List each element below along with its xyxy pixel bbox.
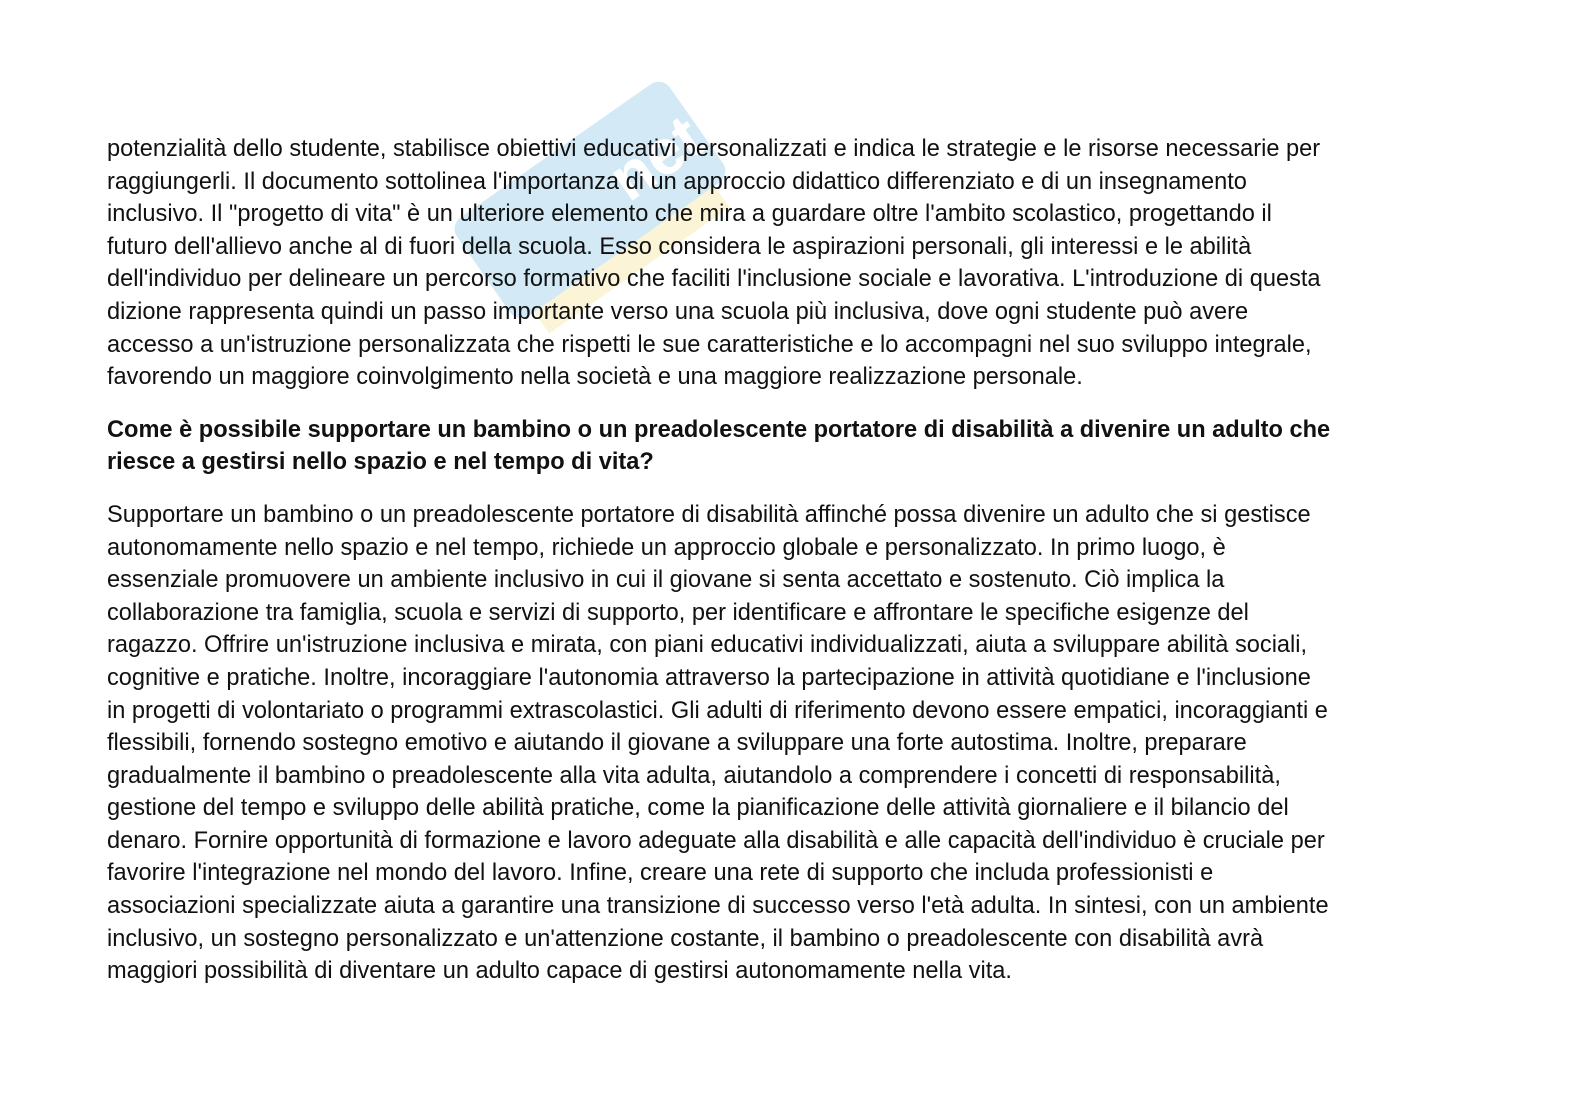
text-line: in progetti di volontariato o programmi extrascolastici. Gli adulti di riferimento devono essere empatici, incoraggianti e: [107, 697, 1328, 724]
text-line: associazioni specializzate aiuta a garantire una transizione di successo verso l'età adulta. In sintesi, con un ambiente: [107, 893, 1329, 920]
text-line: denaro. Fornire opportunità di formazione e lavoro adeguate alla disabilità e alle capacità dell'individuo è cruciale per: [107, 827, 1325, 854]
text-line: flessibili, fornendo sostegno emotivo e aiutando il giovane a sviluppare una forte autostima. Inoltre, preparare: [107, 730, 1247, 757]
text-line: inclusivo, un sostegno personalizzato e un'attenzione costante, il bambino o preadolescente con disabilità avrà: [107, 925, 1264, 952]
watermark-text: net: [595, 100, 716, 215]
text-line: cognitive e pratiche. Inoltre, incoraggiare l'autonomia attraverso la partecipazione in attività quotidiane e l'inclusione: [107, 664, 1311, 691]
text-line: inclusivo. Il "progetto di vita" è un ulteriore elemento che mira a guardare oltre l'ambito scolastico, progettando il: [107, 201, 1272, 228]
text-line: maggiori possibilità di diventare un adulto capace di gestirsi autonomamente nella vita.: [107, 958, 1012, 985]
question-line: riesce a gestirsi nello spazio e nel tempo di vita?: [107, 449, 654, 476]
text-line: autonomamente nello spazio e nel tempo, richiede un approccio globale e personalizzato. In primo luogo, è: [107, 534, 1226, 561]
text-line: essenziale promuovere un ambiente inclusivo in cui il giovane si senta accettato e sostenuto. Ciò implica la: [107, 567, 1225, 594]
text-line: dell'individuo per delineare un percorso formativo che faciliti l'inclusione sociale e lavorativa. L'introduzione di questa: [107, 266, 1321, 293]
text-line: raggiungerli. Il documento sottolinea l'importanza di un approccio didattico differenziato e di un insegnamento: [107, 168, 1247, 195]
intro-paragraph: [107, 133, 1477, 394]
text-line: favorendo un maggiore coinvolgimento nella società e una maggiore realizzazione personale.: [107, 364, 1083, 391]
document-body: [107, 133, 1477, 988]
text-line: potenzialità dello studente, stabilisce obiettivi educativi personalizzati e indica le strategie e le risorse necessarie per: [107, 136, 1321, 162]
text-line: gestione del tempo e sviluppo delle abilità pratiche, come la pianificazione delle attività giornaliere e il bilancio del: [107, 795, 1289, 822]
text-line: gradualmente il bambino o preadolescente alla vita adulta, aiutandolo a comprendere i concetti di responsabilità,: [107, 762, 1281, 789]
text-line: favorire l'integrazione nel mondo del lavoro. Infine, creare una rete di supporto che includa professionisti e: [107, 860, 1214, 887]
question-line: Come è possibile supportare un bambino o un preadolescente portatore di disabilità a divenire un adulto che: [107, 416, 1331, 443]
text-line: collaborazione tra famiglia, scuola e servizi di supporto, per identificare e affrontare le specifiche esigenze del: [107, 599, 1249, 626]
text-line: accesso a un'istruzione personalizzata che rispetti le sue caratteristiche e lo accompagni nel suo sviluppo integrale,: [107, 331, 1312, 358]
text-line: futuro dell'allievo anche al di fuori della scuola. Esso considera le aspirazioni personali, gli interessi e le abilità: [107, 233, 1252, 260]
question-heading: [107, 414, 1477, 479]
answer-paragraph: [107, 499, 1477, 988]
text-line: ragazzo. Offrire un'istruzione inclusiva e mirata, con piani educativi individualizzati, aiuta a sviluppare abilità sociali,: [107, 632, 1308, 659]
text-line: dizione rappresenta quindi un passo importante verso una scuola più inclusiva, dove ogni studente può avere: [107, 298, 1249, 325]
text-line: Supportare un bambino o un preadolescente portatore di disabilità affinché possa divenire un adulto che si gestisce: [107, 501, 1311, 528]
